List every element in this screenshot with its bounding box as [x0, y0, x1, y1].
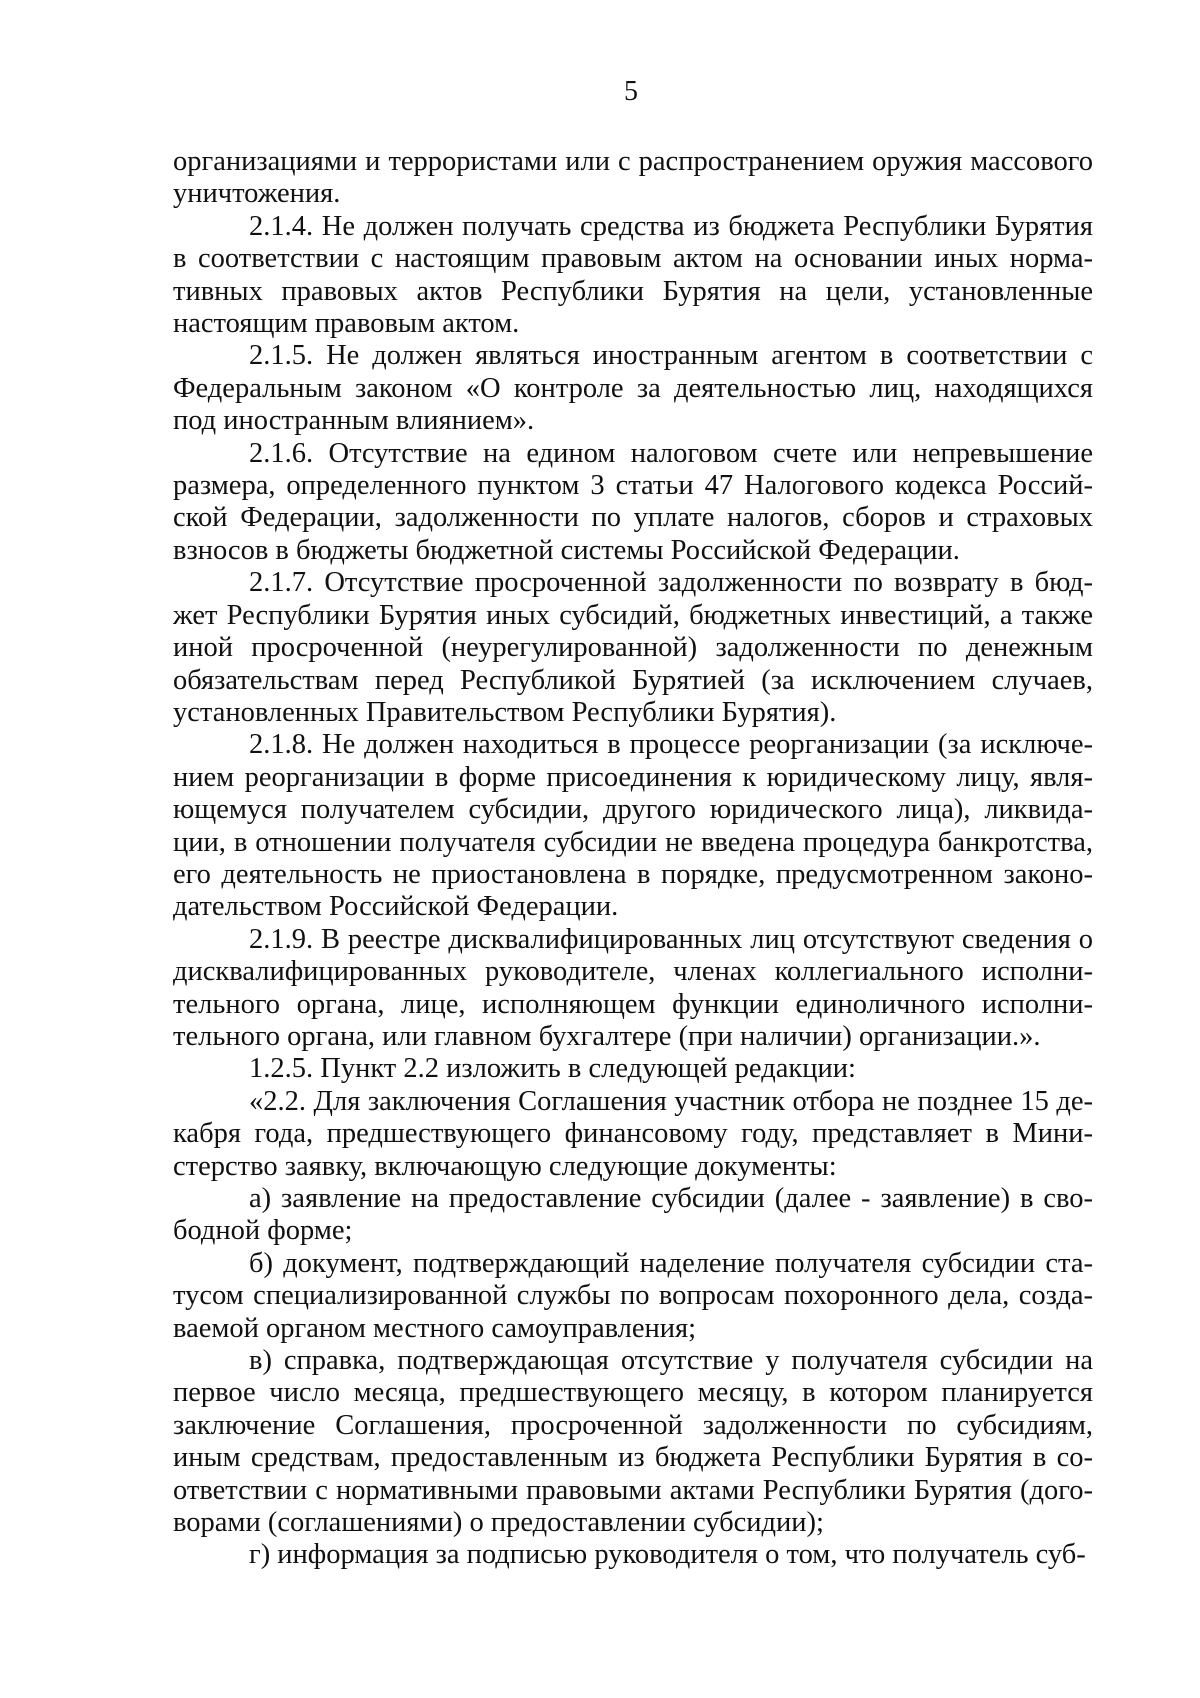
text-line: ской Федерации, задолженности по уплате налогов, сборов и страховых [173, 502, 1093, 534]
text-line: заключение Соглашения, просроченной задолженности по субсидиям, [173, 1409, 1093, 1441]
text-line: в) справка, подтверждающая отсутствие у получателя субсидии на [249, 1345, 1093, 1377]
text-line: 1.2.5. Пункт 2.2 изложить в следующей редакции: [249, 1053, 856, 1085]
text-line: иным средствам, предоставленным из бюджета Республики Бурятия в со- [173, 1442, 1093, 1474]
text-line: а) заявление на предоставление субсидии (далее - заявление) в сво- [249, 1183, 1093, 1214]
paragraph [173, 567, 1093, 729]
paragraph [173, 340, 1093, 437]
paragraph [173, 729, 1093, 923]
document-body [173, 146, 1093, 1572]
text-line: 2.1.9. В реестре дисквалифицированных лиц отсутствуют сведения о [249, 923, 1093, 955]
text-line: ответствии с нормативными правовыми актами Республики Бурятия (дого- [173, 1474, 1093, 1506]
paragraph [173, 924, 1093, 1054]
text-line: под иностранным влиянием». [173, 405, 535, 437]
text-line: иной просроченной (неурегулированной) задолженности по денежным [173, 632, 1093, 664]
text-line: ции, в отношении получателя субсидии не введена процедура банкротства, [173, 826, 1093, 858]
text-line: бодной форме; [173, 1215, 353, 1247]
paragraph [173, 1345, 1093, 1539]
text-line: размера, определенного пунктом 3 статьи 47 Налогового кодекса Россий- [173, 470, 1093, 502]
text-line: дательством Российской Федерации. [173, 891, 619, 923]
page-number: 5 [624, 76, 638, 107]
text-line: жет Республики Бурятия иных субсидий, бюджетных инвестиций, а также [173, 599, 1093, 631]
paragraph [173, 146, 1093, 211]
text-line: Федеральным законом «О контроле за деятельностью лиц, находящихся [173, 372, 1093, 404]
text-line: ваемой органом местного самоуправления; [173, 1312, 697, 1344]
text-line: тивных правовых актов Республики Бурятия на цели, установленные [173, 275, 1093, 307]
text-line: 2.1.8. Не должен находиться в процессе реорганизации (за исключе- [249, 729, 1093, 761]
paragraph [173, 211, 1093, 341]
text-line: дисквалифицированных руководителе, членах коллегиального исполни- [173, 956, 1093, 988]
text-line: в соответствии с настоящим правовым актом на основании иных норма- [173, 243, 1093, 275]
paragraph [173, 1539, 1093, 1571]
text-line: тельного органа, лице, исполняющем функции единоличного исполни- [173, 988, 1093, 1020]
text-line: г) информация за подписью руководителя о том, что получатель суб- [249, 1539, 1086, 1571]
text-line: нием реорганизации в форме присоединения к юридическому лицу, явля- [173, 761, 1093, 793]
paragraph [173, 1248, 1093, 1345]
text-line: обязательствам перед Республикой Бурятией (за исключением случаев, [173, 664, 1093, 696]
text-line: 2.1.4. Не должен получать средства из бюджета Республики Бурятия [249, 210, 1093, 242]
text-line: кабря года, предшествующего финансовому году, представляет в Мини- [173, 1118, 1093, 1150]
paragraph [173, 438, 1093, 568]
text-line: организациями и террористами или с распространением оружия массового [173, 146, 1093, 177]
text-line: ворами (соглашениями) о предоставлении субсидии); [173, 1507, 824, 1539]
text-line: установленных Правительством Республики Бурятия). [173, 696, 837, 728]
paragraph [173, 1086, 1093, 1183]
text-line: первое число месяца, предшествующего месяцу, в котором планируется [173, 1377, 1093, 1409]
text-line: настоящим правовым актом. [173, 308, 520, 340]
text-line: стерство заявку, включающую следующие документы: [173, 1150, 837, 1182]
text-line: б) документ, подтверждающий наделение получателя субсидии ста- [249, 1247, 1093, 1279]
text-line: взносов в бюджеты бюджетной системы Российской Федерации. [173, 534, 960, 566]
text-line: тусом специализированной службы по вопросам похоронного дела, созда- [173, 1280, 1093, 1312]
paragraph [173, 1053, 1093, 1085]
text-line: 2.1.7. Отсутствие просроченной задолженности по возврату в бюд- [249, 567, 1093, 599]
text-line: уничтожения. [173, 178, 341, 210]
text-line: «2.2. Для заключения Соглашения участник отбора не позднее 15 де- [249, 1085, 1093, 1117]
text-line: 2.1.5. Не должен являться иностранным агентом в соответствии с [249, 340, 1093, 372]
text-line: его деятельность не приостановлена в порядке, предусмотренном законо- [173, 858, 1093, 890]
paragraph [173, 1183, 1093, 1248]
text-line: 2.1.6. Отсутствие на едином налоговом счете или непревышение [249, 437, 1093, 469]
text-line: ющемуся получателем субсидии, другого юридического лица), ликвида- [173, 794, 1093, 826]
text-line: тельного органа, или главном бухгалтере (при наличии) организации.». [173, 1020, 1041, 1052]
